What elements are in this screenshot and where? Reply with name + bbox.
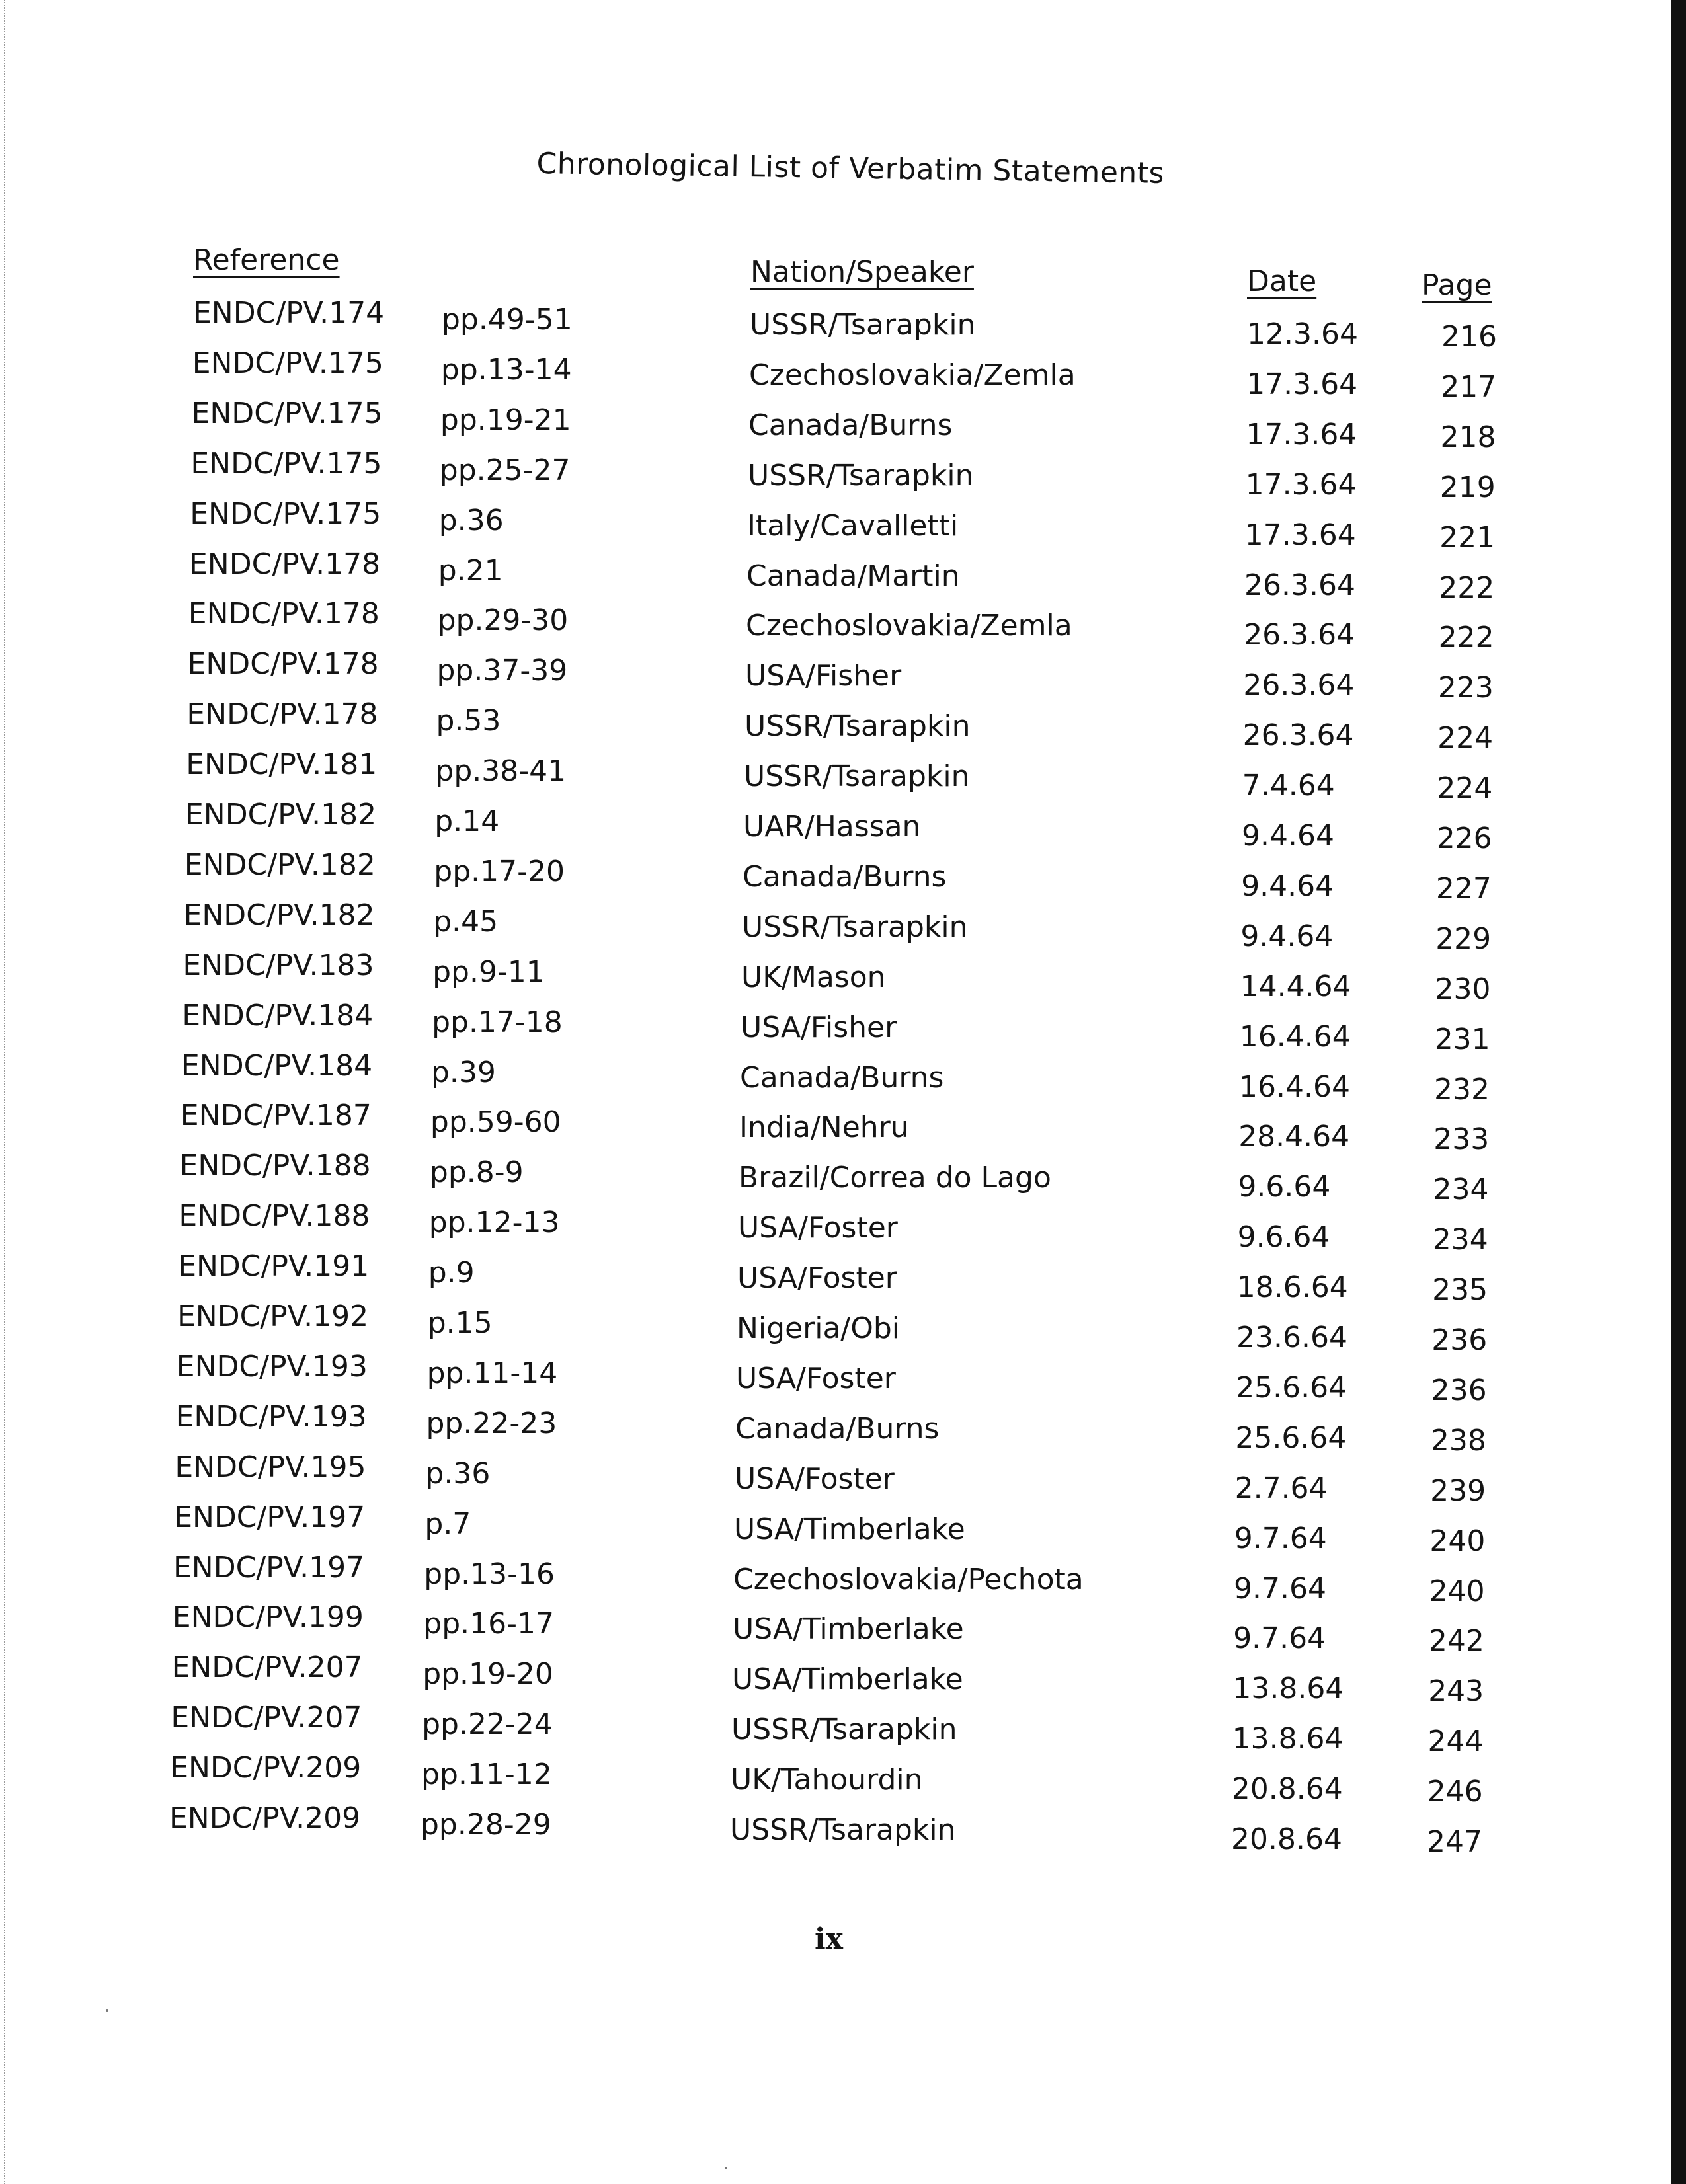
nation-speaker-cell: USSR/Tsarapkin <box>730 1813 956 1847</box>
nation-speaker-cell: USA/Foster <box>735 1462 895 1496</box>
nation-speaker-cell: USSR/Tsarapkin <box>742 910 968 944</box>
nation-speaker-cell: India/Nehru <box>739 1111 909 1145</box>
nation-speaker-cell: Canada/Martin <box>746 559 960 593</box>
reference-cell: ENDC/PV.175 <box>192 346 383 380</box>
header-nation-speaker: Nation/Speaker <box>750 255 974 289</box>
date-cell: 17.3.64 <box>1246 417 1357 451</box>
pages-cell: pp.37-39 <box>436 654 568 688</box>
page-cell: 224 <box>1437 771 1493 806</box>
nation-speaker-cell: Italy/Cavalletti <box>747 508 959 543</box>
nation-speaker-cell: USA/Foster <box>738 1211 898 1245</box>
pages-cell: p.36 <box>438 503 504 537</box>
reference-cell: ENDC/PV.178 <box>189 547 381 581</box>
date-cell: 17.3.64 <box>1244 518 1356 552</box>
page-cell: 244 <box>1427 1725 1484 1759</box>
nation-speaker-cell: Canada/Burns <box>735 1411 940 1446</box>
pages-cell: p.7 <box>424 1506 471 1541</box>
scan-speck <box>725 2167 727 2169</box>
reference-cell: ENDC/PV.184 <box>182 998 374 1033</box>
date-cell: 12.3.64 <box>1247 317 1358 351</box>
date-cell: 9.4.64 <box>1242 819 1334 853</box>
nation-speaker-cell: USA/Fisher <box>745 659 902 693</box>
date-cell: 20.8.64 <box>1231 1772 1343 1807</box>
page-cell: 235 <box>1432 1273 1488 1307</box>
pages-cell: pp.17-20 <box>434 854 565 888</box>
nation-speaker-cell: Czechoslovakia/Zemla <box>746 609 1072 643</box>
reference-cell: ENDC/PV.182 <box>185 798 377 832</box>
page-cell: 247 <box>1427 1825 1482 1859</box>
date-cell: 26.3.64 <box>1243 668 1355 703</box>
page-cell: 229 <box>1435 921 1492 956</box>
page-cell: 224 <box>1437 721 1494 756</box>
date-cell: 17.3.64 <box>1245 467 1357 502</box>
page-cell: 240 <box>1429 1574 1485 1608</box>
page-cell: 231 <box>1434 1022 1490 1056</box>
reference-cell: ENDC/PV.188 <box>179 1199 370 1233</box>
pages-cell: pp.28-29 <box>421 1808 551 1842</box>
date-cell: 26.3.64 <box>1242 719 1354 753</box>
nation-speaker-cell: USA/Fisher <box>741 1010 897 1044</box>
reference-cell: ENDC/PV.178 <box>187 647 379 682</box>
reference-cell: ENDC/PV.207 <box>171 1701 362 1735</box>
reference-cell: ENDC/PV.182 <box>183 898 375 932</box>
header-date: Date <box>1247 264 1317 298</box>
pages-cell: pp.19-21 <box>440 403 571 437</box>
date-cell: 9.7.64 <box>1233 1621 1326 1656</box>
nation-speaker-cell: USSR/Tsarapkin <box>748 458 974 492</box>
page-cell: 246 <box>1427 1775 1483 1809</box>
date-cell: 18.6.64 <box>1236 1270 1348 1305</box>
page-cell: 221 <box>1439 520 1496 555</box>
nation-speaker-cell: Brazil/Correa do Lago <box>739 1161 1051 1195</box>
pages-cell: pp.9-11 <box>432 955 545 989</box>
pages-cell: p.53 <box>436 704 501 738</box>
page-cell: 242 <box>1428 1624 1484 1658</box>
page-cell: 243 <box>1428 1674 1484 1709</box>
date-cell: 2.7.64 <box>1234 1471 1328 1505</box>
date-cell: 16.4.64 <box>1239 1019 1351 1054</box>
pages-cell: pp.12-13 <box>428 1206 560 1240</box>
pages-cell: pp.38-41 <box>435 754 567 789</box>
date-cell: 9.4.64 <box>1240 919 1334 953</box>
date-cell: 25.6.64 <box>1235 1421 1347 1455</box>
date-cell: 14.4.64 <box>1240 969 1351 1003</box>
header-reference: Reference <box>193 243 340 277</box>
reference-cell: ENDC/PV.183 <box>182 948 374 982</box>
nation-speaker-cell: USSR/Tsarapkin <box>744 709 971 744</box>
reference-cell: ENDC/PV.187 <box>180 1099 372 1133</box>
page-cell: 232 <box>1434 1072 1490 1107</box>
nation-speaker-cell: USA/Timberlake <box>733 1612 964 1647</box>
reference-cell: ENDC/PV.193 <box>176 1349 368 1384</box>
nation-speaker-cell: USA/Foster <box>737 1261 897 1296</box>
date-cell: 16.4.64 <box>1239 1070 1350 1104</box>
nation-speaker-cell: Czechoslovakia/Pechota <box>733 1562 1084 1596</box>
date-cell: 20.8.64 <box>1231 1822 1342 1856</box>
date-cell: 26.3.64 <box>1244 568 1355 602</box>
reference-cell: ENDC/PV.178 <box>188 597 380 631</box>
date-cell: 9.6.64 <box>1238 1170 1331 1204</box>
nation-speaker-cell: USSR/Tsarapkin <box>750 308 976 342</box>
scan-speck <box>106 2009 108 2012</box>
pages-cell: pp.22-23 <box>426 1406 557 1440</box>
page-cell: 218 <box>1440 420 1496 454</box>
reference-cell: ENDC/PV.197 <box>173 1550 365 1584</box>
date-cell: 7.4.64 <box>1242 769 1335 803</box>
page-cell: 217 <box>1441 370 1497 404</box>
reference-cell: ENDC/PV.209 <box>169 1801 361 1835</box>
reference-cell: ENDC/PV.182 <box>184 847 376 882</box>
reference-cell: ENDC/PV.191 <box>178 1249 370 1284</box>
date-cell: 9.7.64 <box>1234 1521 1327 1555</box>
reference-cell: ENDC/PV.175 <box>190 446 382 481</box>
nation-speaker-cell: Canada/Burns <box>743 859 947 894</box>
pages-cell: pp.49-51 <box>442 303 573 336</box>
nation-speaker-cell: USSR/Tsarapkin <box>731 1713 957 1747</box>
nation-speaker-cell: UK/Tahourdin <box>731 1763 923 1797</box>
reference-cell: ENDC/PV.175 <box>191 396 383 430</box>
date-cell: 26.3.64 <box>1244 618 1355 652</box>
pages-cell: pp.11-14 <box>426 1356 558 1390</box>
nation-speaker-cell: Canada/Burns <box>748 408 953 442</box>
pages-cell: p.45 <box>433 904 499 939</box>
page-cell: 227 <box>1435 871 1492 906</box>
date-cell: 23.6.64 <box>1236 1321 1347 1354</box>
page-title: Chronological List of Verbatim Statements <box>536 147 1165 190</box>
reference-cell: ENDC/PV.175 <box>190 496 381 531</box>
date-cell: 9.7.64 <box>1234 1571 1326 1606</box>
page-cell: 234 <box>1433 1173 1489 1207</box>
reference-cell: ENDC/PV.195 <box>175 1450 366 1484</box>
nation-speaker-cell: UK/Mason <box>741 960 886 994</box>
nation-speaker-cell: USSR/Tsarapkin <box>744 760 970 794</box>
pages-cell: pp.13-16 <box>424 1557 555 1591</box>
reference-cell: ENDC/PV.184 <box>181 1048 373 1083</box>
pages-cell: p.39 <box>431 1055 496 1089</box>
page-cell: 223 <box>1437 671 1494 705</box>
reference-cell: ENDC/PV.181 <box>186 748 378 782</box>
date-cell: 25.6.64 <box>1236 1370 1347 1405</box>
reference-cell: ENDC/PV.199 <box>172 1600 364 1635</box>
page-cell: 234 <box>1432 1223 1488 1257</box>
pages-cell: pp.11-12 <box>421 1758 552 1792</box>
header-page: Page <box>1422 268 1492 302</box>
reference-cell: ENDC/PV.207 <box>171 1651 363 1685</box>
nation-speaker-cell: Nigeria/Obi <box>737 1311 901 1345</box>
pages-cell: pp.59-60 <box>430 1105 561 1140</box>
date-cell: 28.4.64 <box>1238 1120 1350 1154</box>
nation-speaker-cell: USA/Timberlake <box>734 1512 965 1546</box>
nation-speaker-cell: Czechoslovakia/Zemla <box>749 358 1076 392</box>
pages-cell: p.15 <box>427 1306 493 1340</box>
page-number: ix <box>815 1922 843 1956</box>
reference-cell: ENDC/PV.192 <box>177 1300 369 1333</box>
page-cell: 239 <box>1430 1473 1486 1508</box>
pages-cell: pp.17-18 <box>432 1005 563 1039</box>
pages-cell: pp.8-9 <box>429 1155 524 1190</box>
nation-speaker-cell: USA/Foster <box>736 1361 896 1395</box>
page-cell: 219 <box>1439 470 1496 504</box>
pages-cell: p.21 <box>438 553 503 588</box>
page-cell: 226 <box>1436 822 1492 855</box>
date-cell: 17.3.64 <box>1246 367 1358 401</box>
page-cell: 236 <box>1431 1373 1487 1407</box>
pages-cell: p.14 <box>434 804 500 838</box>
pages-cell: pp.19-20 <box>422 1657 553 1692</box>
reference-cell: ENDC/PV.178 <box>186 697 378 732</box>
pages-cell: pp.16-17 <box>423 1607 554 1641</box>
nation-speaker-cell: Canada/Burns <box>740 1060 944 1095</box>
pages-cell: p.9 <box>428 1256 475 1290</box>
page-cell: 222 <box>1438 621 1494 655</box>
reference-cell: ENDC/PV.193 <box>175 1399 367 1434</box>
page-cell: 233 <box>1433 1122 1490 1157</box>
page-cell: 216 <box>1441 320 1497 354</box>
reference-cell: ENDC/PV.209 <box>170 1751 362 1785</box>
nation-speaker-cell: USA/Timberlake <box>732 1662 963 1697</box>
page-cell: 230 <box>1435 972 1491 1006</box>
page-cell: 238 <box>1430 1423 1486 1458</box>
date-cell: 9.4.64 <box>1241 869 1334 903</box>
pages-cell: pp.29-30 <box>437 604 569 638</box>
date-cell: 13.8.64 <box>1232 1672 1344 1706</box>
pages-cell: pp.22-24 <box>422 1707 553 1742</box>
date-cell: 9.6.64 <box>1237 1220 1330 1255</box>
reference-cell: ENDC/PV.174 <box>193 296 385 330</box>
pages-cell: pp.13-14 <box>440 352 572 387</box>
reference-cell: ENDC/PV.188 <box>179 1149 371 1183</box>
page-cell: 236 <box>1431 1323 1488 1357</box>
pages-cell: pp.25-27 <box>439 453 571 487</box>
nation-speaker-cell: UAR/Hassan <box>743 810 921 843</box>
pages-cell: p.36 <box>425 1456 491 1491</box>
page-cell: 222 <box>1439 570 1495 605</box>
reference-cell: ENDC/PV.197 <box>174 1500 366 1534</box>
page-cell: 240 <box>1429 1524 1486 1558</box>
date-cell: 13.8.64 <box>1232 1722 1344 1756</box>
